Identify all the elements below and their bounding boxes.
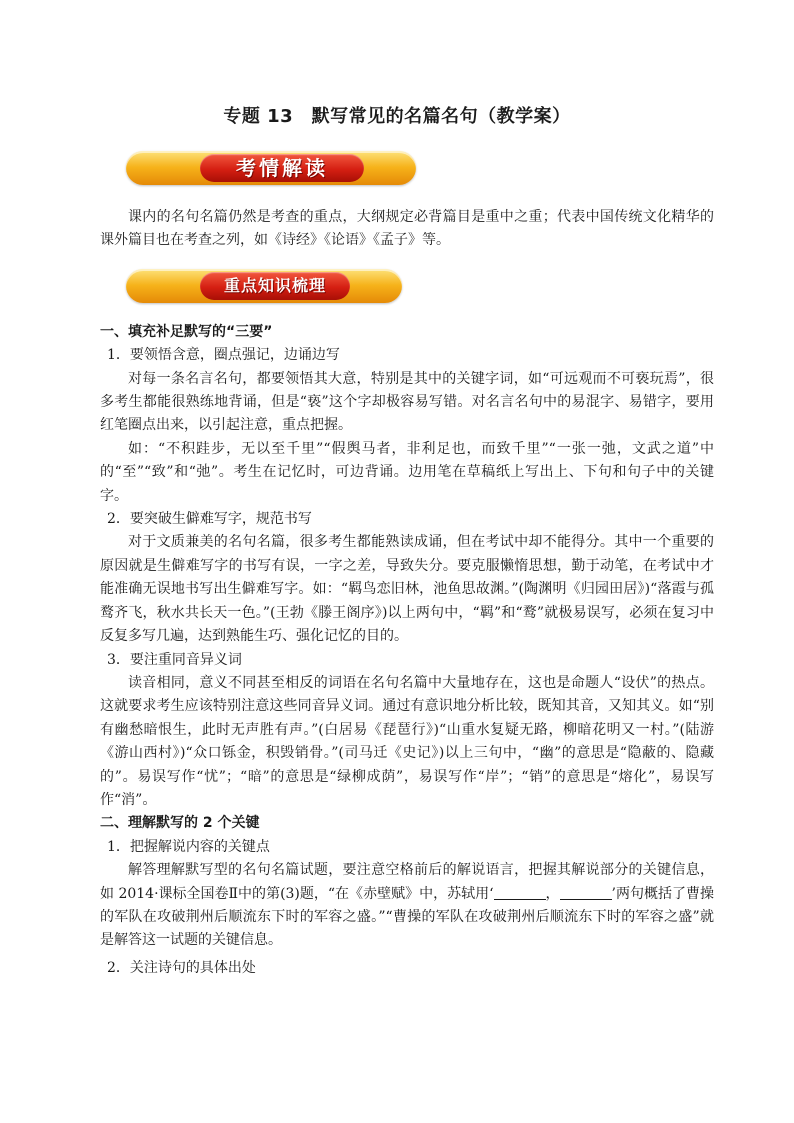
body-paragraph: 对每一条名言名句，都要领悟其大意，特别是其中的关键字词，如“可远观而不可亵玩焉”，很多考生都能很熟练地背诵，但是“亵”这个字却极容易写错。对名言名句中的易混字、易错字，要用红笔圈点出来，以引起注意，重点把握。	[100, 370, 714, 434]
section-heading: 二、理解默写的 2 个关键	[100, 815, 260, 832]
paragraph-text: ’两句概括了曹操的军队在攻破荆州后顺流东下时的军容之盛。”“曹操的军队在攻破荆州后顺流东下时的军容之盛”就是解答这一试题的关键信息。	[100, 885, 715, 949]
banner-label: 重点知识梳理	[223, 276, 326, 295]
section-heading: 一、填充补足默写的“三要”	[100, 323, 273, 340]
body-paragraph: 对于文质兼美的名句名篇，很多考生都能熟读成诵，但在考试中却不能得分。其中一个重要的原因就是生僻难写字的书写有误，一字之差，导致失分。要克服懒惰思想，勤于动笔，在考试中才能准确无误地书写出生僻难写字。如：“羁鸟恋旧林，池鱼思故渊。”(陶渊明《归园田居》)“落霞与孤鹜齐飞，秋水共长天一色。”(王勃《滕王阁序》)以上两句中，“羁”和“鹜”就极易误写，必须在复习中反复多写几遍，达到熟能生巧、强化记忆的目的。	[100, 534, 714, 645]
subsection-title: 2．关注诗句的具体出处	[107, 959, 256, 976]
body-paragraph	[100, 859, 714, 953]
subsection-title: 1．把握解说内容的关键点	[107, 838, 270, 855]
section-banner-exam	[126, 151, 416, 185]
subsection-title: 1．要领悟含意，圈点强记，边诵边写	[107, 347, 340, 364]
fill-blank	[494, 885, 546, 900]
subsection-title: 3．要注重同音异义词	[107, 651, 242, 668]
document-body	[100, 206, 714, 980]
subsection-title: 2．要突破生僻难写字，规范书写	[107, 511, 312, 528]
body-paragraph: 读音相同，意义不同甚至相反的词语在名句名篇中大量地存在，这也是命题人“设伏”的热点。这就要求考生应该特别注意这些同音异义词。通过有意识地分析比较，既知其音，又知其义。如“别有幽愁暗恨生，此时无声胜有声。”(白居易《琵琶行》)“山重水复疑无路，柳暗花明又一村。”(陆游《游山西村》)“众口铄金，积毁销骨。”(司马迁《史记》)以上三句中，“幽”的意思是“隐蔽的、隐藏的”。易误写作“忧”；“暗”的意思是“绿柳成荫”，易误写作“岸”；“销”的意思是“熔化”，易误写作“消”。	[100, 674, 714, 808]
paragraph-text: 解答理解默写型的名句名篇试题，要注意空格前后的解说语言，把握其解说部分的关键信息，如 2014·课标全国卷Ⅱ中的第(3)题，“在《赤壁赋》中，苏轼用‘	[100, 862, 714, 902]
paragraph-text: ，	[545, 885, 560, 902]
body-paragraph: 如：“不积跬步，无以至千里”“假舆马者，非利足也，而致千里”“一张一弛，文武之道”中的“至”“致”和“弛”。考生在记忆时，可边背诵。边用笔在草稿纸上写出上、下句和句子中的关键字。	[100, 440, 714, 504]
fill-blank	[560, 885, 612, 900]
banner-label: 考情解读	[236, 156, 328, 180]
intro-paragraph: 课内的名句名篇仍然是考查的重点，大纲规定必背篇目是重中之重；代表中国传统文化精华的课外篇目也在考查之列，如《诗经》《论语》《孟子》等。	[100, 209, 714, 249]
page-title: 专题 13 默写常见的名篇名句（教学案）	[223, 106, 571, 127]
